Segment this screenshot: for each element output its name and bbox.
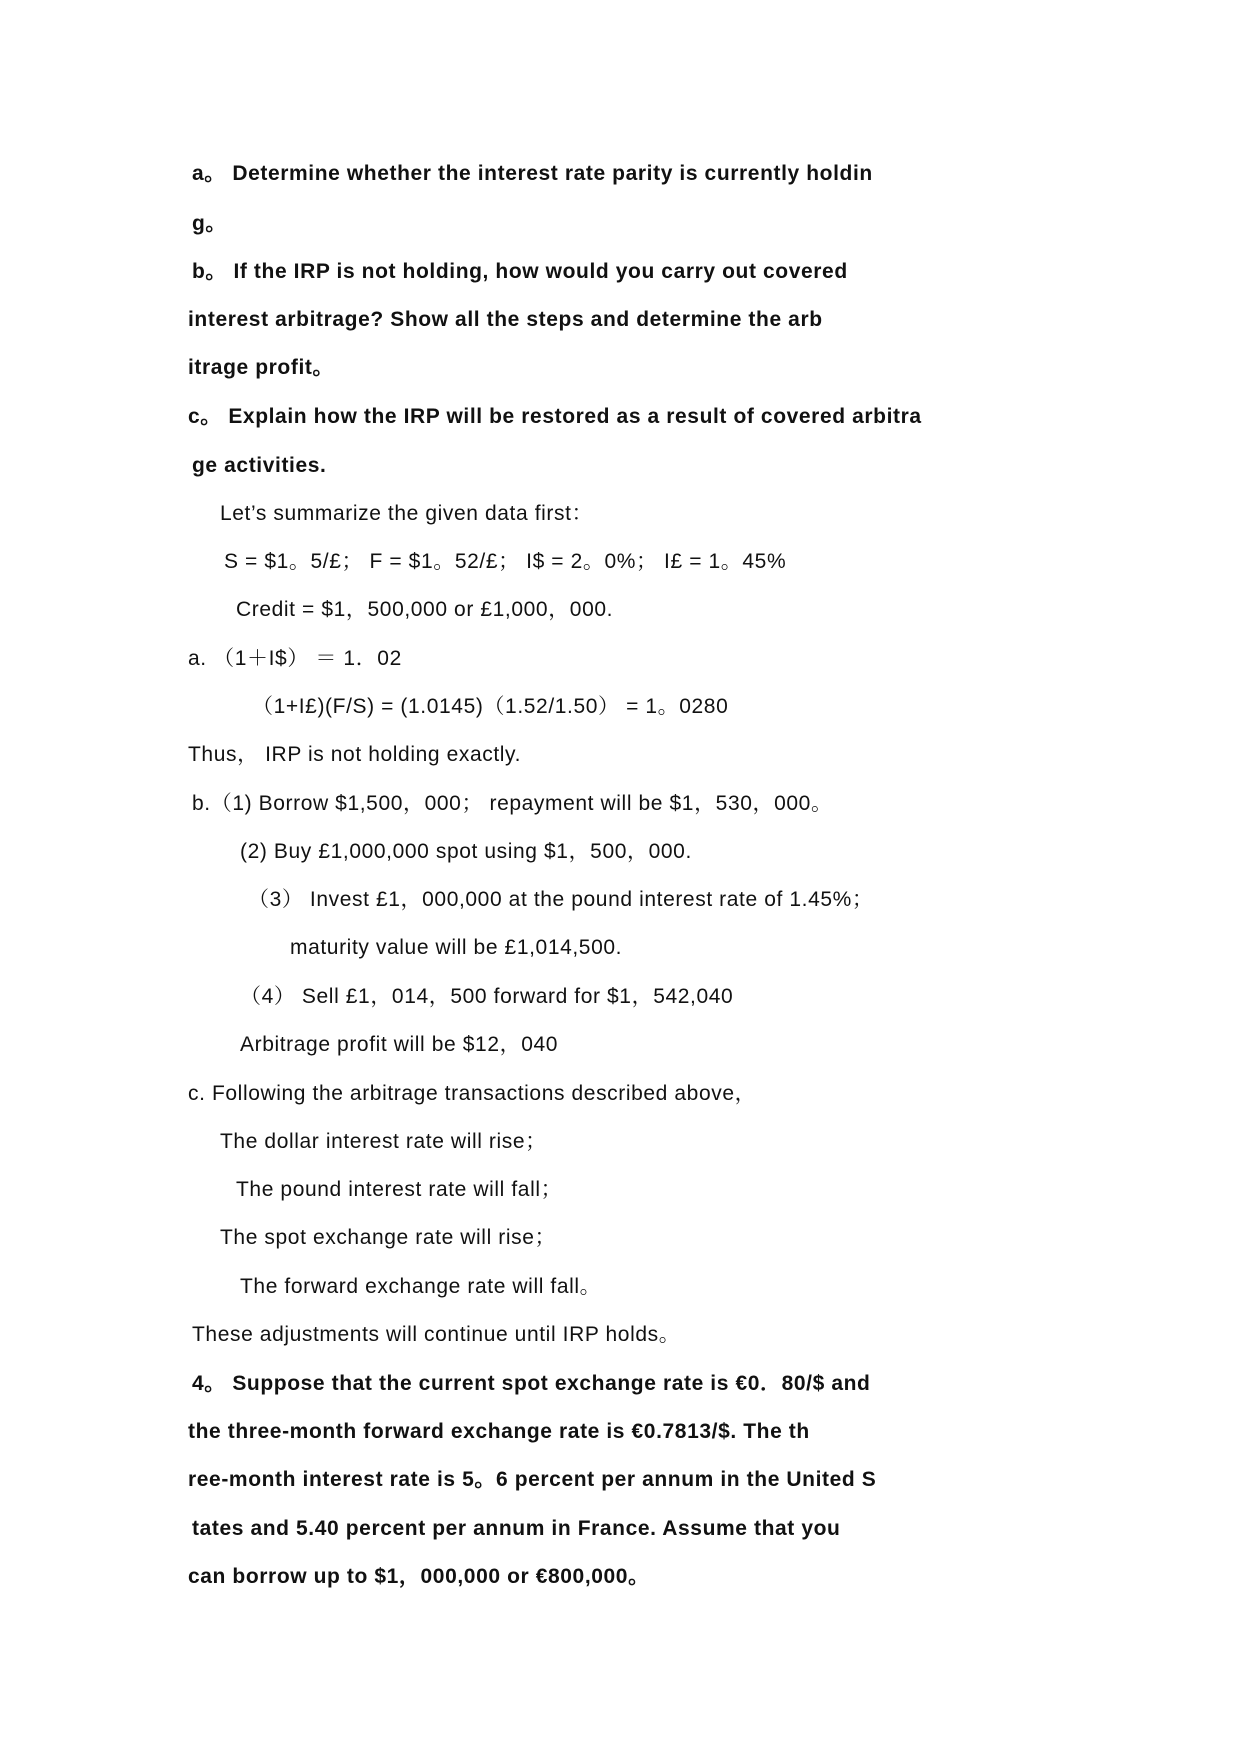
answer-b-profit: Arbitrage profit will be $12，040	[240, 1033, 559, 1056]
given-credit: Credit = $1，500,000 or £1,000，000.	[236, 598, 614, 621]
question-b-line-2: interest arbitrage? Show all the steps and determine the arb	[188, 308, 823, 331]
answer-c-spot-rate: The spot exchange rate will rise；	[220, 1226, 557, 1249]
answer-a-line-2: （1+I£)(F/S) = (1.0145)（1.52/1.50） = 1。0280	[252, 695, 729, 718]
answer-a-conclusion: Thus， IRP is not holding exactly.	[188, 743, 522, 766]
answer-b-step-3: （3） Invest £1，000,000 at the pound interest rate of 1.45%；	[248, 888, 874, 911]
question-c-line-1: c。 Explain how the IRP will be restored as a result of covered arbitra	[188, 405, 922, 428]
answer-b-step-1: b.（1) Borrow $1,500，000； repayment will be $1，530，000。	[192, 792, 833, 815]
answer-c-dollar-rate: The dollar interest rate will rise；	[220, 1130, 547, 1153]
question-a-line-1: a。 Determine whether the interest rate parity is currently holdin	[192, 162, 873, 185]
given-rates: S = $1。5/£； F = $1。52/£； I$ = 2。0%； I£ = 1。45%	[224, 550, 787, 573]
answer-b-step-3-maturity: maturity value will be £1,014,500.	[290, 936, 623, 959]
question-4-line-2: the three-month forward exchange rate is €0.7813/$. The th	[188, 1420, 810, 1443]
answer-c-conclusion: These adjustments will continue until IRP holds。	[192, 1323, 681, 1346]
answer-c-intro: c. Following the arbitrage transactions described above，	[188, 1082, 757, 1105]
question-c-line-2: ge activities.	[192, 454, 327, 477]
question-4-line-3: ree-month interest rate is 5。6 percent per annum in the United S	[188, 1468, 877, 1491]
answer-b-step-4: （4） Sell £1，014，500 forward for $1，542,040	[240, 985, 734, 1008]
summary-intro: Let’s summarize the given data first：	[220, 502, 594, 525]
question-4-line-5: can borrow up to $1，000,000 or €800,000。	[188, 1565, 650, 1588]
question-4-line-4: tates and 5.40 percent per annum in France. Assume that you	[192, 1517, 841, 1540]
answer-a-line-1: a. （1＋I$） ＝ 1．02	[188, 647, 402, 670]
question-a-line-2: g。	[192, 212, 228, 235]
answer-c-pound-rate: The pound interest rate will fall；	[236, 1178, 563, 1201]
question-b-line-3: itrage profit。	[188, 356, 335, 379]
question-b-line-1: b。 If the IRP is not holding, how would you carry out covered	[192, 260, 848, 283]
answer-b-step-2: (2) Buy £1,000,000 spot using $1，500，000.	[240, 840, 692, 863]
question-4-line-1: 4。 Suppose that the current spot exchange rate is €0．80/$ and	[192, 1372, 871, 1395]
answer-c-forward-rate: The forward exchange rate will fall。	[240, 1275, 602, 1298]
